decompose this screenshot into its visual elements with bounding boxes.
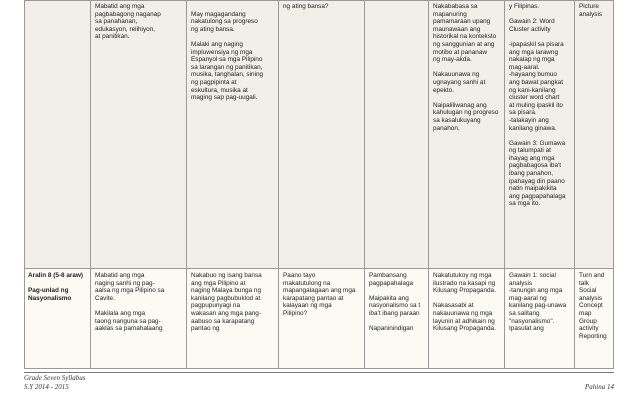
table-cell: Pambansang pagpapahalaga Maipakita ang nasyonalismo sa t iba't ibang paraan Napaninindigan — [365, 269, 429, 369]
footer-school-year: S.Y 2014 - 2015 — [24, 383, 69, 391]
table-cell: y Filipinas. Gawain 2: Word Cluster activity -ipapaskil sa pisara ang mga larawng nakalap ng mga mag-aaral. -hayaang bumuo ang bawat pangkat ng kani-kanilang cluster word chart at muling ipaskil ito sa pisara. -talakayin ang kanilang ginawa. Gawain 3: Gumawa ng talumpati at ihayag ang mga pagbabagosa iba't ibang panahon, ipahayag din paano natin maipakikita ang pagpapahalaga sa mga ito. — [505, 0, 575, 269]
table-cell: Nakababasa sa mapanuring pamamaraan upang maunawaan ang historikal na konteksto ng sanggunian at ang motibo at pananaw ng may-akda. Nakauunawa ng ugnayang sanhi at epekto. Naipaliliwanag ang kahulugan ng progreso sa kasalukuyang panahon. — [429, 0, 505, 269]
table-cell: May magagandang nakatulong sa progreso ng ating bansa. Malaki ang naging impluwensiya ng mga Espanyol sa mga Pilipino sa larangan ng panitikan, musika, tanghalan, sining ng pagpipinta at eskultura, musika at maging sap pag-uugali. — [187, 0, 279, 269]
table-cell — [365, 0, 429, 269]
table-cell: Nakatutukoy ng mga ilustrado na kasapi ng Kilusang Propaganda. Nakasasabi at nakauunawa ng mga layunin at adhikain ng Kilusang Propaganda. — [429, 269, 505, 369]
syllabus-table — [24, 0, 614, 369]
page-number: Pahina 14 — [585, 383, 614, 391]
table-cell: Paano tayo makatutulong na mapangalagaan ang mga karapatang pantao at kalayaan ng mga Pilipino? — [279, 269, 365, 369]
table-cell: Gawain 1: social analysis -tanungin ang mga mag-aaral ng kanilang pag-unawa sa salitang "nasyonalismo". Ipasulat ang — [505, 269, 575, 369]
table-cell: Picture analysis — [575, 0, 614, 269]
lesson-title-cell: Aralin 8 (5-8 araw) Pag-unlad ng Nasyonalismo — [24, 269, 91, 369]
table-cell: Mabatid ang mga naging sanhi ng pag- aalsa ng mga Pilipino sa Cavite. Makilala ang mga taong nanguna sa pag- aaklas sa pamahalaang — [91, 269, 187, 369]
table-cell: ng ating bansa? — [279, 0, 365, 269]
table-cell — [24, 0, 91, 269]
table-cell: Turn and talk Social analysis Concept map Group activity Reporting — [575, 269, 614, 369]
footer-divider — [24, 372, 614, 373]
footer-course: Grade Seven Syllabus — [24, 374, 86, 382]
table-cell: Nakabuo ng isang bansa ang mga Pilipino at naging Malaya bunga ng kanilang pagbubuklod at pagpupunyagi na wakasan ang mga pang- aabuso sa karapatang pantao ng — [187, 269, 279, 369]
table-cell: Mabatid ang mga pagbabagong naganap sa panahanan, edukasyon, relihiyon, at panitikan. — [91, 0, 187, 269]
